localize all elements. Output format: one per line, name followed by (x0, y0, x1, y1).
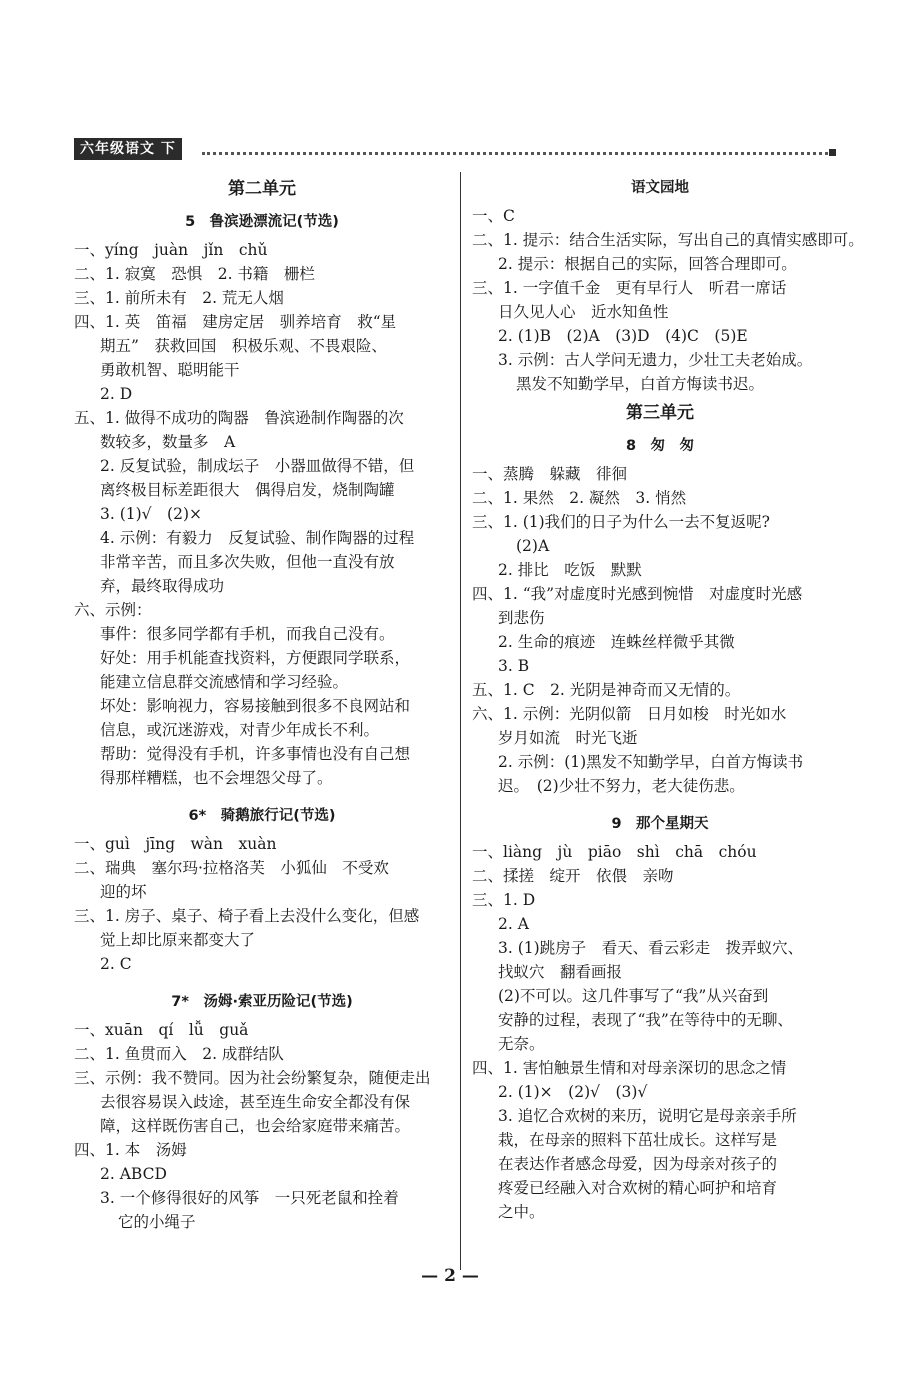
answer-line: 勇敢机智、聪明能干 (100, 361, 240, 379)
answer-line: 2. D (100, 385, 133, 403)
unit-title: 第三单元 (626, 403, 694, 423)
answer-line: 3. B (498, 657, 530, 675)
answer-line: 数较多，数量多 A (100, 433, 236, 451)
answer-line: 离终极目标差距很大 偶得启发，烧制陶罐 (100, 481, 395, 499)
answer-line: 黑发不知勤学早，白首方悔读书迟。 (516, 375, 765, 393)
answer-line: 一、C (472, 207, 515, 225)
answer-line: 栽，在母亲的照料下茁壮成长。这样写是 (498, 1131, 778, 1149)
answer-line: 得那样糟糕，也不会埋怨父母了。 (100, 769, 333, 787)
answer-line: 到悲伤 (498, 609, 545, 627)
page-number: — 2 — (421, 1266, 479, 1286)
answer-line: 三、1. 一字值千金 更有早行人 听君一席话 (472, 279, 787, 297)
answer-line: 去很容易误入歧途，甚至连生命安全都没有保 (100, 1093, 411, 1111)
answer-line: 2. ABCD (100, 1165, 167, 1183)
answer-line: 三、1. D (472, 891, 536, 909)
answer-line: 3. (1)跳房子 看天、看云彩走 拨弄蚁穴、 (498, 939, 804, 957)
answer-line: 二、1. 鱼贯而入 2. 成群结队 (74, 1045, 284, 1063)
answer-line: 四、1. 害怕触景生情和对母亲深切的思念之情 (472, 1059, 787, 1077)
answer-line: 2. 排比 吃饭 默默 (498, 561, 642, 579)
header-label: 六年级语文 下 (74, 138, 182, 160)
answer-line: 日久见人心 近水知鱼性 (498, 303, 669, 321)
answer-line: 二、1. 寂寞 恐惧 2. 书籍 栅栏 (74, 265, 315, 283)
answer-line: 2. (1)B (2)A (3)D (4)C (5)E (498, 327, 748, 345)
answer-line: 2. 反复试验，制成坛子 小器皿做得不错，但 (100, 457, 415, 475)
answer-line: 2. 示例：(1)黑发不知勤学早，白首方悔读书 (498, 753, 804, 771)
answer-line: 障，这样既伤害自己，也会给家庭带来痛苦。 (100, 1117, 411, 1135)
answer-line: 4. 示例：有毅力 反复试验、制作陶器的过程 (100, 529, 415, 547)
lesson-title: 9 那个星期天 (611, 816, 709, 832)
answer-line: 坏处：影响视力，容易接触到很多不良网站和 (100, 697, 411, 715)
answer-line: 二、揉搓 绽开 依偎 亲吻 (472, 867, 674, 885)
header-dotted-rule (202, 152, 828, 155)
answer-line: 无奈。 (498, 1035, 545, 1053)
answer-line: 一、yíng juàn jǐn chǔ (74, 241, 268, 259)
answer-line: 3. 一个修得很好的风筝 一只死老鼠和拴着 (100, 1189, 399, 1207)
answer-line: 能建立信息群交流感情和学习经验。 (100, 673, 349, 691)
answer-line: 二、1. 提示：结合生活实际，写出自己的真情实感即可。 (472, 231, 864, 249)
answer-line: 三、1. 房子、桌子、椅子看上去没什么变化，但感 (74, 907, 420, 925)
lesson-title: 8 匆 匆 (625, 438, 695, 454)
header-end-square (829, 149, 836, 156)
answer-line: 岁月如流 时光飞逝 (498, 729, 638, 747)
answer-line: 非常辛苦，而且多次失败，但他一直没有放 (100, 553, 395, 571)
lesson-title: 6* 骑鹅旅行记(节选) (188, 808, 336, 824)
lesson-title: 语文园地 (631, 180, 689, 196)
lesson-title: 7* 汤姆·索亚历险记(节选) (171, 994, 353, 1010)
answer-line: 之中。 (498, 1203, 545, 1221)
answer-line: 2. 生命的痕迹 连蛛丝样微乎其微 (498, 633, 735, 651)
answer-line: 帮助：觉得没有手机，许多事情也没有自己想 (100, 745, 411, 763)
answer-line: 信息，或沉迷游戏，对青少年成长不利。 (100, 721, 380, 739)
spacer (74, 790, 450, 800)
answer-line: 三、1. 前所未有 2. 荒无人烟 (74, 289, 284, 307)
answer-line: (2)不可以。这几件事写了“我”从兴奋到 (498, 987, 769, 1005)
answer-line: 找蚁穴 翻看画报 (498, 963, 623, 981)
answer-line: 3. (1)√ (2)× (100, 505, 202, 523)
answer-line: 2. A (498, 915, 529, 933)
answer-line: 事件：很多同学都有手机，而我自己没有。 (100, 625, 395, 643)
answer-line: 一、蒸腾 躲藏 徘徊 (472, 465, 628, 483)
answer-line: 安静的过程，表现了“我”在等待中的无聊、 (498, 1011, 793, 1029)
answer-line: 3. 追忆合欢树的来历，说明它是母亲亲手所 (498, 1107, 797, 1125)
answer-line: 一、liàng jù piāo shì chā chóu (472, 843, 757, 861)
answer-line: 五、1. 做得不成功的陶器 鲁滨逊制作陶器的次 (74, 409, 404, 427)
answer-line: 好处：用手机能查找资料，方便跟同学联系， (100, 649, 411, 667)
answer-line: 它的小绳子 (118, 1213, 196, 1231)
answer-line: 二、1. 果然 2. 凝然 3. 悄然 (472, 489, 687, 507)
answer-line: 五、1. C 2. 光阴是神奇而又无情的。 (472, 681, 741, 699)
column-divider (460, 172, 461, 1270)
answer-line: 一、xuān qí lǚ guǎ (74, 1021, 249, 1039)
right-column (472, 172, 864, 1224)
answer-line: 3. 示例：古人学问无遗力，少壮工夫老始成。 (498, 351, 813, 369)
answer-line: 觉上却比原来都变大了 (100, 931, 256, 949)
unit-title: 第二单元 (228, 179, 296, 199)
answer-line: 弃，最终取得成功 (100, 577, 225, 595)
answer-line: (2)A (516, 537, 550, 555)
answer-line: 二、瑞典 塞尔玛·拉格洛芙 小狐仙 不受欢 (74, 859, 389, 877)
spacer (74, 976, 450, 986)
answer-line: 2. (1)× (2)√ (3)√ (498, 1083, 648, 1101)
answer-line: 在表达作者感念母爱，因为母亲对孩子的 (498, 1155, 778, 1173)
answer-line: 六、示例： (74, 601, 152, 619)
answer-line: 迎的坏 (100, 883, 147, 901)
lesson-title: 5 鲁滨逊漂流记(节选) (185, 214, 339, 230)
answer-line: 期五” 获救回国 积极乐观、不畏艰险、 (100, 337, 387, 355)
answer-line: 四、1. “我”对虚度时光感到惋惜 对虚度时光感 (472, 585, 803, 603)
answer-line: 三、示例：我不赞同。因为社会纷繁复杂，随便走出 (74, 1069, 431, 1087)
answer-line: 迟。 (2)少壮不努力，老大徒伤悲。 (498, 777, 745, 795)
answer-line: 疼爱已经融入对合欢树的精心呵护和培育 (498, 1179, 778, 1197)
page-header (74, 138, 836, 160)
answer-line: 2. C (100, 955, 132, 973)
answer-line: 一、guì jīng wàn xuàn (74, 835, 277, 853)
answer-line: 四、1. 本 汤姆 (74, 1141, 187, 1159)
answer-line: 三、1. (1)我们的日子为什么一去不复返呢? (472, 513, 770, 531)
answer-line: 六、1. 示例：光阴似箭 日月如梭 时光如水 (472, 705, 787, 723)
spacer (472, 798, 848, 808)
answer-line: 2. 提示：根据自己的实际，回答合理即可。 (498, 255, 797, 273)
left-column (74, 172, 450, 1234)
answer-line: 四、1. 英 笛福 建房定居 驯养培育 救“星 (74, 313, 397, 331)
